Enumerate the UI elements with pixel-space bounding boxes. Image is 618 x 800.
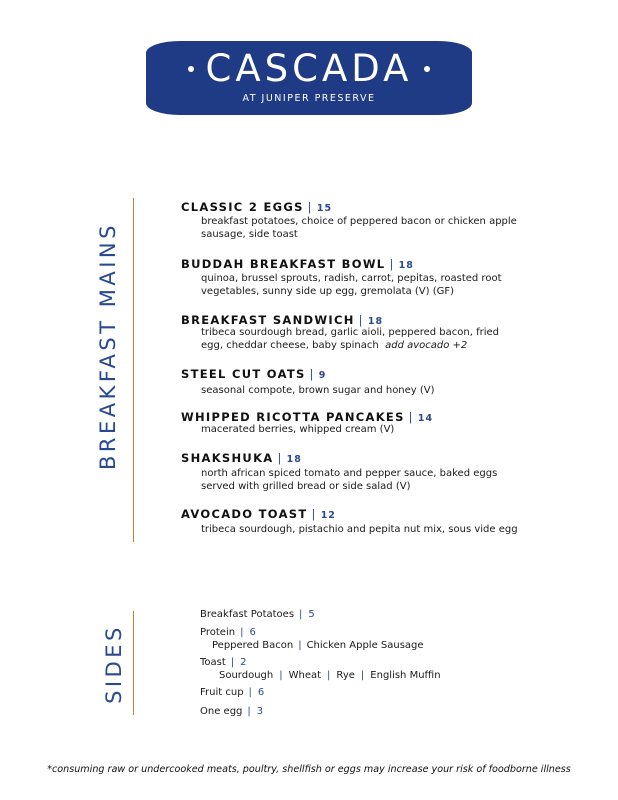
menu-item	[181, 200, 591, 241]
side-price: 6	[257, 687, 266, 698]
separator: |	[309, 367, 315, 381]
addon-note: add avocado +2	[385, 339, 468, 351]
separator: |	[327, 670, 331, 681]
side-price: 3	[256, 706, 265, 717]
menu-item	[181, 313, 591, 352]
side-name: Breakfast Potatoes	[200, 609, 295, 620]
side-item	[200, 657, 248, 669]
side-name: Fruit cup	[200, 687, 244, 698]
item-name: STEEL CUT OATS	[181, 367, 306, 381]
item-description: seasonal compote, brown sugar and honey (V)	[201, 385, 435, 396]
side-item	[200, 687, 265, 699]
logo-subtitle: AT JUNIPER PRESERVE	[242, 93, 376, 104]
logo-name-row	[146, 49, 472, 89]
side-option: Peppered Bacon	[212, 640, 294, 651]
item-name: BUDDAH BREAKFAST BOWL	[181, 257, 386, 271]
side-item	[200, 609, 316, 621]
item-description: breakfast potatoes, choice of peppered bacon or chicken apple sausage, side toast	[201, 216, 517, 240]
separator: |	[408, 410, 414, 424]
logo-dot-icon	[188, 66, 194, 72]
logo-name: CASCADA	[205, 47, 413, 90]
side-options	[219, 670, 441, 682]
side-option: Wheat	[288, 670, 322, 681]
item-description: north african spiced tomato and pepper sauce, baked eggs served with grilled bread or side salad (V)	[201, 468, 498, 492]
separator: |	[389, 257, 395, 271]
separator: |	[307, 200, 313, 214]
side-name: Protein	[200, 627, 236, 638]
item-name: CLASSIC 2 EGGS	[181, 200, 304, 214]
menu-item	[181, 451, 591, 493]
side-option: Chicken Apple Sausage	[306, 640, 424, 651]
cascada-logo	[146, 41, 472, 115]
separator: |	[240, 627, 245, 638]
side-option: Rye	[336, 670, 355, 681]
breakfast-mains-heading: BREAKFAST MAINS	[96, 222, 120, 470]
mains-divider	[133, 198, 134, 542]
menu-item	[181, 507, 591, 537]
separator: |	[360, 670, 365, 681]
item-description: tribeca sourdough, pistachio and pepita nut mix, sous vide egg	[201, 524, 518, 535]
separator: |	[279, 670, 283, 681]
separator: |	[248, 687, 253, 698]
side-item	[200, 627, 257, 639]
item-description: quinoa, brussel sprouts, radish, carrot, pepitas, roasted root vegetables, sunny side up egg, gremolata (V) (GF)	[201, 273, 502, 297]
menu-item	[181, 257, 591, 298]
item-price: 18	[286, 454, 302, 465]
item-name: SHAKSHUKA	[181, 451, 274, 465]
side-option: English Muffin	[370, 670, 441, 681]
side-item	[200, 706, 264, 718]
separator: |	[298, 640, 302, 651]
item-description: macerated berries, whipped cream (V)	[201, 424, 395, 435]
item-price: 18	[367, 316, 384, 327]
logo-dot-icon	[424, 66, 430, 72]
item-name: WHIPPED RICOTTA PANCAKES	[181, 410, 405, 424]
allergen-disclaimer: *consuming raw or undercooked meats, poultry, shellfish or eggs may increase your risk of foodborne illness	[47, 764, 571, 775]
side-options	[212, 640, 424, 652]
item-description: tribeca sourdough bread, garlic aioli, peppered bacon, fried egg, cheddar cheese, baby spinach add avocado +2	[201, 327, 499, 351]
item-name: BREAKFAST SANDWICH	[181, 313, 355, 327]
separator: |	[311, 507, 317, 521]
side-price: 2	[240, 657, 248, 668]
separator: |	[230, 657, 236, 668]
side-option: Sourdough	[219, 670, 274, 681]
side-name: One egg	[200, 706, 243, 717]
side-price: 5	[308, 609, 316, 620]
item-name: AVOCADO TOAST	[181, 507, 308, 521]
item-price: 18	[398, 260, 414, 271]
item-price: 15	[316, 203, 333, 214]
menu-item	[181, 367, 591, 398]
separator: |	[247, 706, 252, 717]
separator: |	[299, 609, 304, 620]
menu-item	[181, 410, 591, 437]
side-name: Toast	[200, 657, 226, 668]
item-price: 9	[318, 370, 327, 381]
separator: |	[277, 451, 283, 465]
side-price: 6	[249, 627, 257, 638]
item-price: 12	[320, 510, 336, 521]
sides-heading: SIDES	[102, 624, 126, 704]
separator: |	[358, 313, 364, 327]
sides-divider	[133, 611, 134, 715]
item-price: 14	[417, 413, 434, 424]
